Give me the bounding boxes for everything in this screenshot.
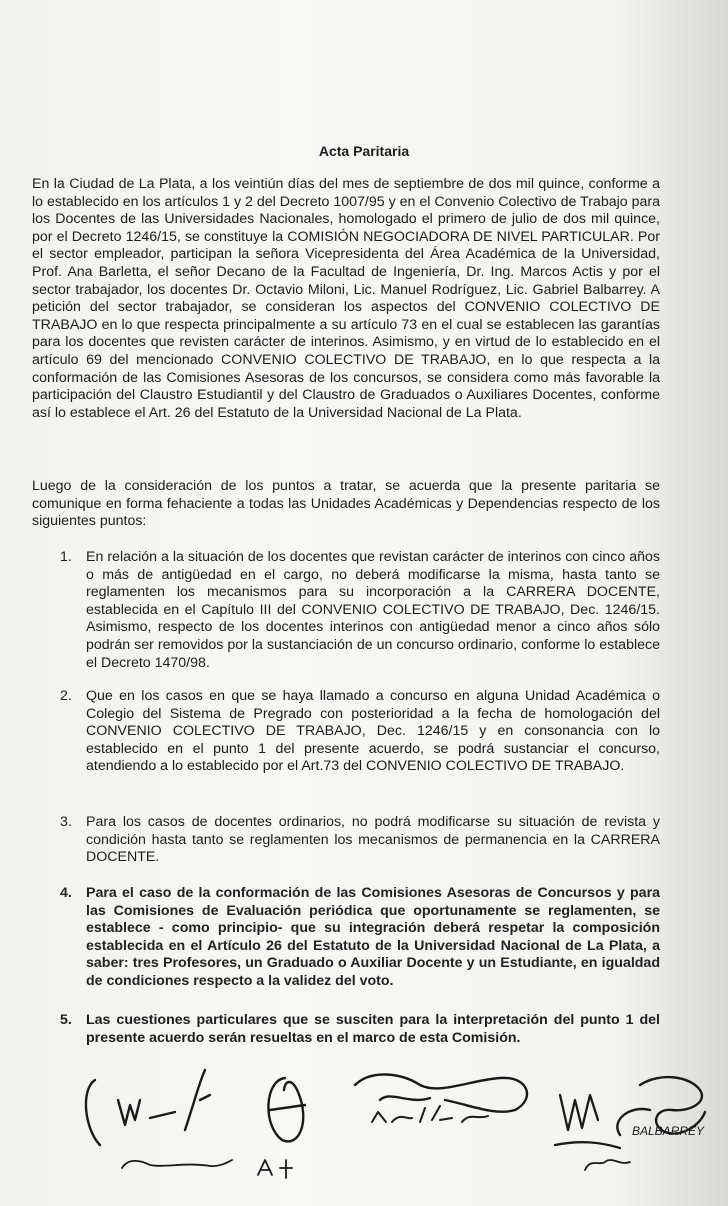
item-text: En relación a la situación de los docentes que revistan carácter de interinos con cinco años o más de antigüedad en el cargo, no deberá modificarse la misma, hasta tanto se reglamenten los mecanismos para su incorporación a la CARRERA DOCENTE, establecida en el Capítulo III del CONVENIO COLECTIVO DE TRABAJO, Dec. 1246/15. Asimismo, respecto de los docentes interinos con antigüedad menor a cinco años sólo podrán ser removidos por la sustanciación de un concurso ordinario, conforme lo establece el Decreto 1470/98. (86, 549, 660, 671)
item-number: 2. (60, 688, 72, 704)
signature-actis (258, 1078, 305, 1178)
signature-balbarrey (617, 1077, 705, 1138)
signature-rodriguez (86, 1070, 232, 1174)
item-text: Que en los casos en que se haya llamado a concurso en alguna Unidad Académica o Colegio del Sistema de Pregrado con posterioridad a la fecha de homologación del CONVENIO COLECTIVO DE TRABAJO, Dec. 1246/15 y en consonancia con lo establecido en el punto 1 del presente acuerdo, se podrá sustanciar el concurso, atendiendo a lo establecido por el Art.73 del CONVENIO COLECTIVO DE TRABAJO. (86, 688, 660, 775)
item-number: 3. (60, 814, 72, 830)
intro-paragraph: En la Ciudad de La Plata, a los veintiún días del mes de septiembre de dos mil quince, conforme a lo establecido en los artículos 1 y 2 del Decreto 1007/95 y en el Convenio Colectivo de Trabajo para los Docentes de las Universidades Nacionales, homologado el primero de julio de dos mil quince, por el Decreto 1246/15, se constituye la COMISIÓN NEGOCIADORA DE NIVEL PARTICULAR. Por el sector empleador, participan la señora Vicepresidenta del Área Académica de la Universidad, Prof. Ana Barletta, el señor Decano de la Facultad de Ingeniería, Dr. Ing. Marcos Actis y por el sector trabajador, los docentes Dr. Octavio Miloni, Lic. Manuel Rodríguez, Lic. Gabriel Balbarrey. A petición del sector trabajador, se consideran los aspectos del CONVENIO COLECTIVO DE TRABAJO en lo que respecta principalmente a su artículo 73 en el cual se establecen las garantías para los docentes que revisten carácter de interinos. Asimismo, y en virtud de lo establecido en el artículo 69 del mencionado CONVENIO COLECTIVO DE TRABAJO, en lo que respecta a la conformación de las Comisiones Asesoras de los concursos, se considera como más favorable la participación del Claustro Estudiantil y del Claustro de Graduados o Auxiliares Docentes, conforme así lo establece el Art. 26 del Estatuto de la Universidad Nacional de La Plata. (32, 176, 660, 421)
list-item (60, 549, 660, 672)
item-text: Para los casos de docentes ordinarios, no podrá modificarse su situación de revista y condición hasta tanto se reglamenten los mecanismos de permanencia en la CARRERA DOCENTE. (86, 814, 660, 866)
item-number: 4. (60, 885, 72, 901)
document-title: Acta Paritaria (318, 143, 410, 159)
list-item (60, 814, 660, 867)
item-text: Para el caso de la conformación de las Comisiones Asesoras de Concursos y para las Comisiones de Evaluación periódica que oportunamente se reglamenten, se establece - como principio- que su integración deberá respetar la composición establecida en el Artículo 26 del Estatuto de la Universidad Nacional de La Plata, a saber: tres Profesores, un Graduado o Auxiliar Docente y un Estudiante, en igualdad de condiciones respecto a la validez del voto. (86, 885, 660, 989)
item-text: Las cuestiones particulares que se susciten para la interpretación del punto 1 del presente acuerdo serán resueltas en el marco de esta Comisión. (86, 1012, 660, 1046)
agreement-paragraph: Luego de la consideración de los puntos a tratar, se acuerda que la presente paritaria se comunique en forma fehaciente a todas las Unidades Académicas y Dependencias respecto de los siguientes puntos: (32, 478, 660, 530)
item-number: 5. (60, 1012, 72, 1028)
signature-balbarrey-text: BALBARREY (632, 1124, 705, 1138)
list-item (60, 885, 660, 991)
signatures-area (0, 1050, 728, 1206)
signature-barletta (355, 1074, 527, 1122)
item-number: 1. (60, 549, 72, 565)
list-item (60, 688, 660, 776)
list-item (60, 1012, 660, 1047)
